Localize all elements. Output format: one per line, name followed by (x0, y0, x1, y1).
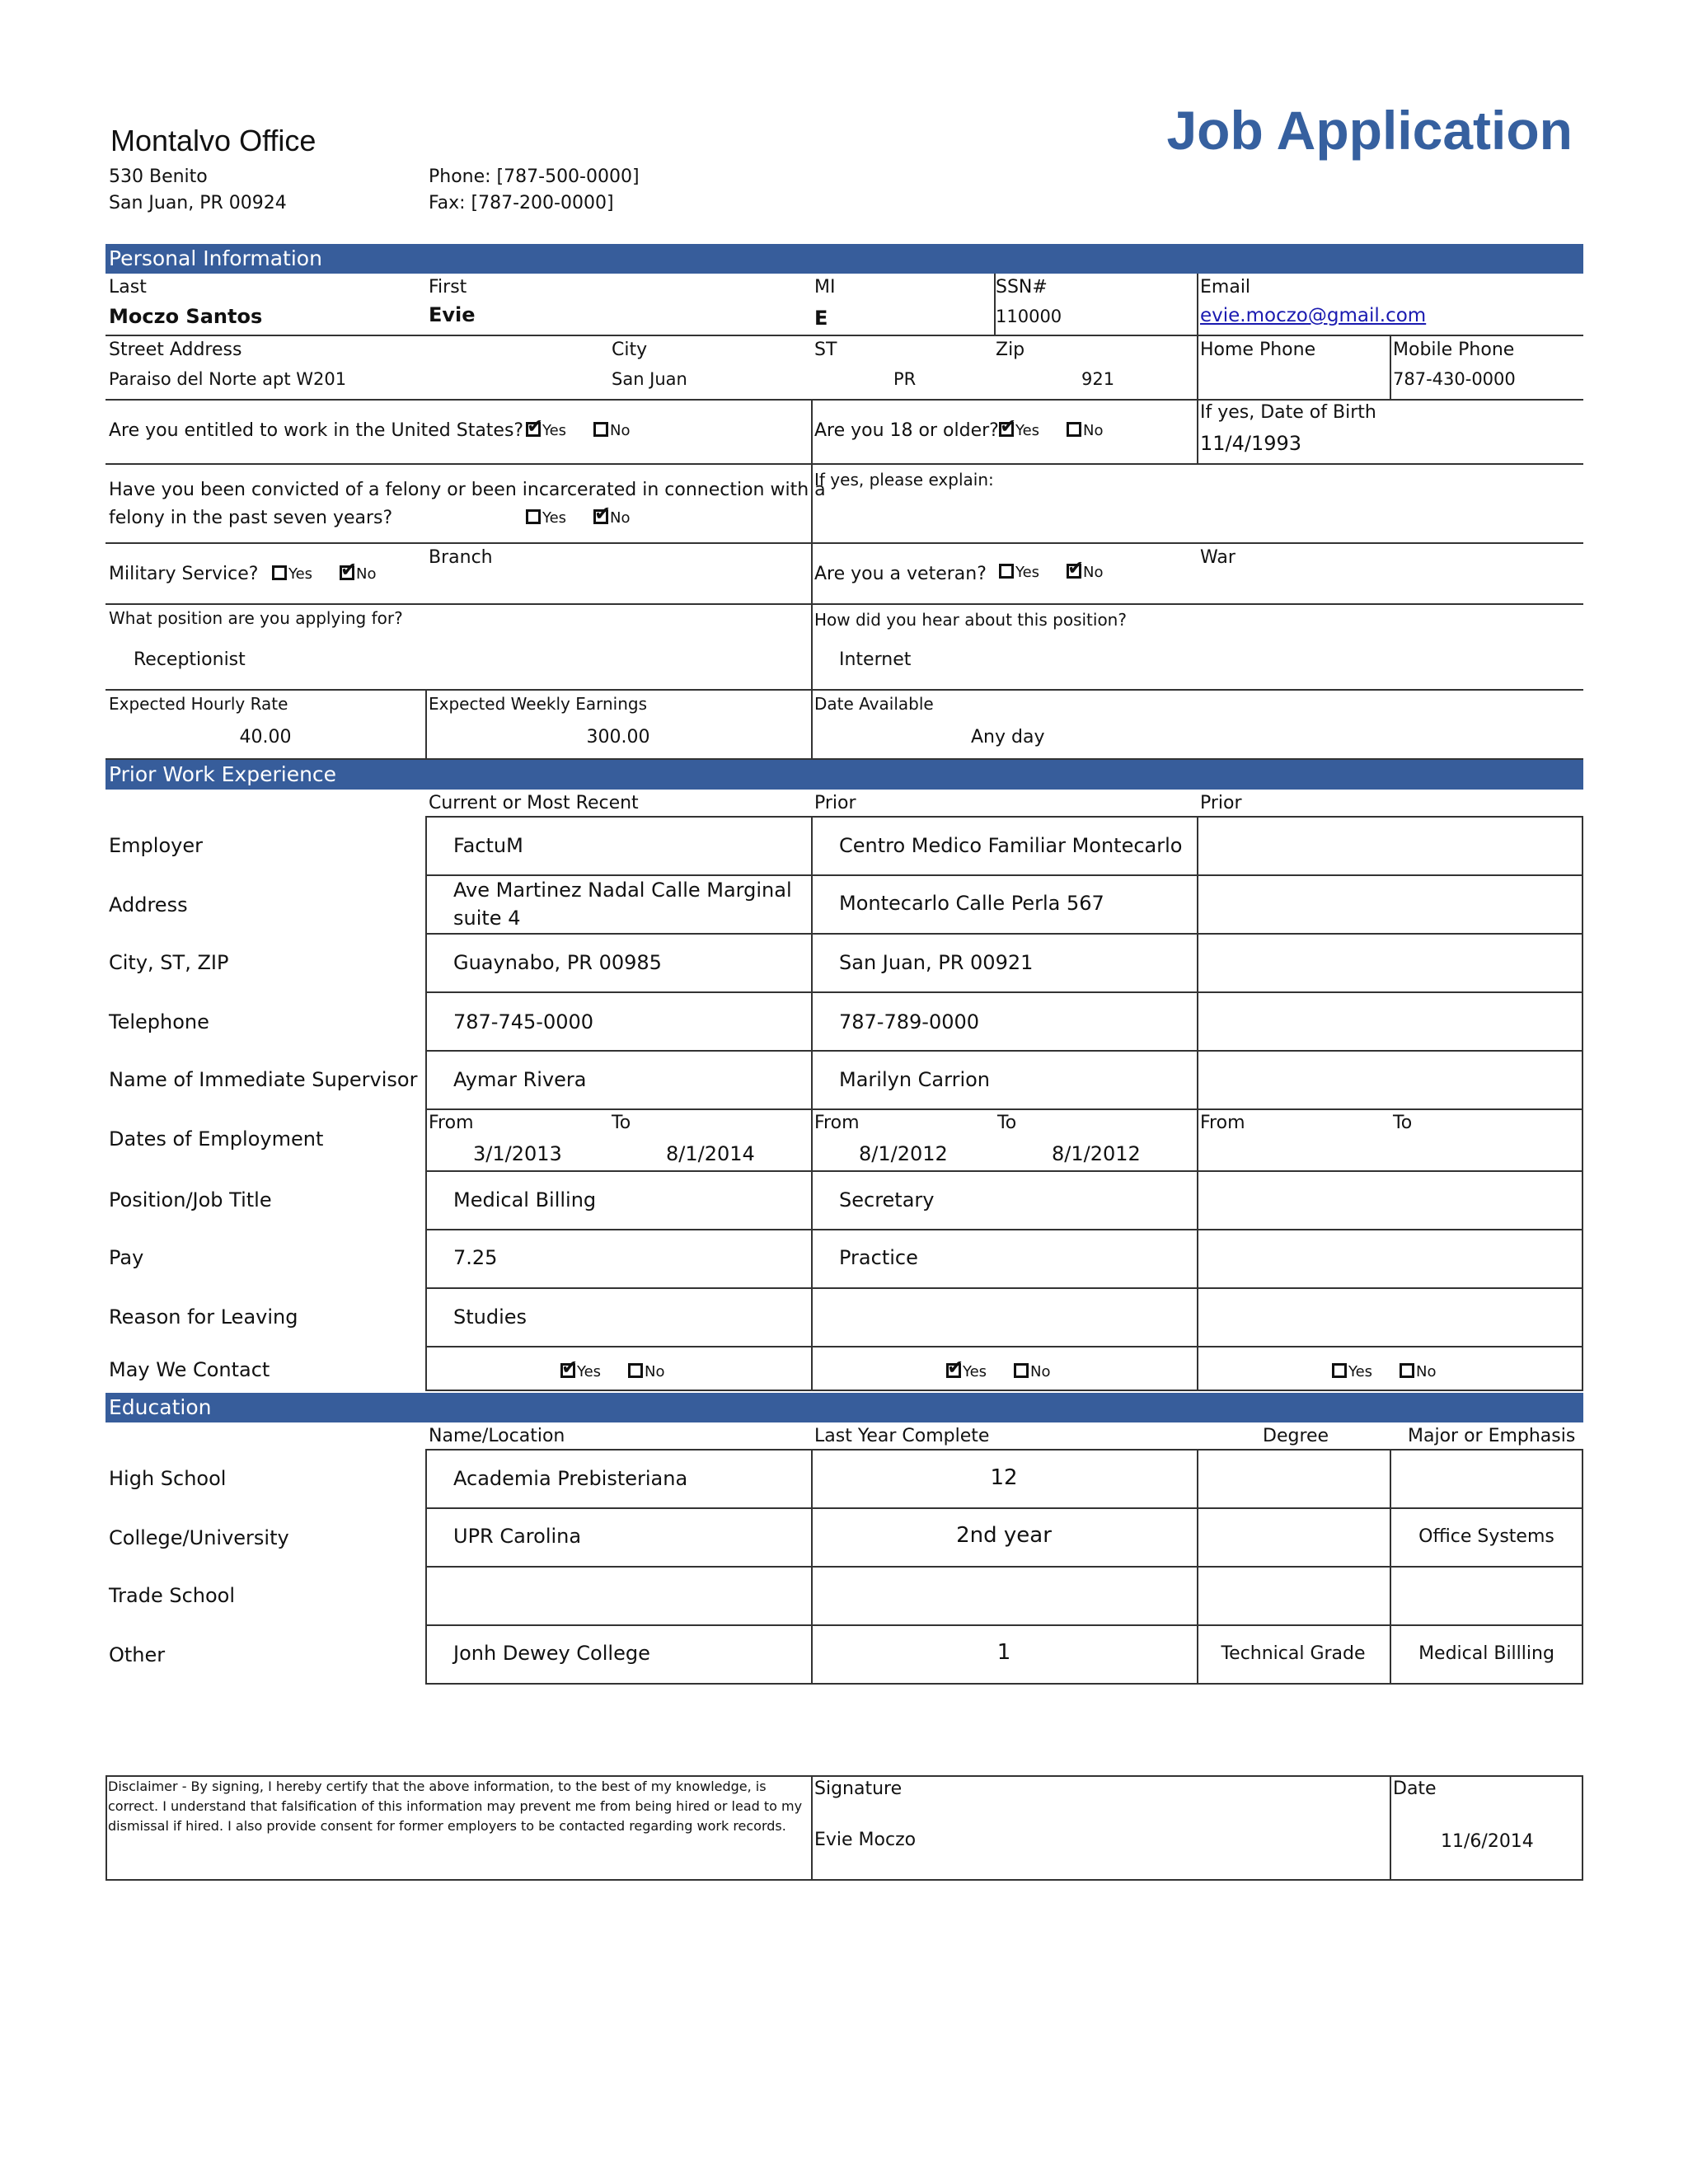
date-value: 11/6/2014 (1441, 1831, 1534, 1852)
felony-question-line2: felony in the past seven years? (109, 508, 393, 528)
job2-to-label: To (997, 1113, 1017, 1133)
edu-row-other: Other (109, 1643, 166, 1666)
first-name-label: First (429, 277, 467, 298)
job1-from: 3/1/2013 (473, 1142, 562, 1165)
section-education: Education (106, 1393, 1583, 1422)
felony-yes-checkbox[interactable] (526, 509, 541, 524)
page-title: Job Application (1166, 100, 1573, 161)
work-row-telephone: Telephone (109, 1010, 209, 1033)
veteran-yes-checkbox[interactable] (999, 564, 1014, 579)
job1-employer: FactuM (453, 834, 523, 857)
edu-col-header-major: Major or Emphasis (1408, 1426, 1576, 1446)
entitled-yes-checkbox[interactable] (526, 415, 544, 438)
over18-no-checkbox[interactable] (1067, 422, 1081, 437)
job1-from-label: From (429, 1113, 474, 1133)
company-fax: Fax: [787-200-0000] (429, 193, 614, 213)
job3-from-label: From (1200, 1113, 1245, 1133)
state-label: ST (814, 340, 837, 360)
job1-address-line2: suite 4 (453, 907, 521, 930)
edu-row-high-school: High School (109, 1467, 227, 1490)
email-link[interactable]: evie.moczo@gmail.com (1200, 305, 1427, 326)
rate-label: Expected Hourly Rate (109, 694, 288, 714)
edu-col-header-degree: Degree (1263, 1426, 1329, 1446)
over-18-question: Are you 18 or older? (814, 420, 999, 441)
hear-value: Internet (839, 649, 912, 670)
work-row-title: Position/Job Title (109, 1188, 272, 1212)
entitled-no-checkbox[interactable] (593, 422, 608, 437)
available-label: Date Available (814, 694, 934, 714)
weekly-label: Expected Weekly Earnings (429, 694, 647, 714)
job3-contact-yes-label: Yes (1348, 1363, 1373, 1380)
edu-high-school-name: Academia Prebisteriana (453, 1467, 688, 1490)
job1-to: 8/1/2014 (666, 1142, 755, 1165)
section-personal-information: Personal Information (106, 244, 1583, 274)
signature-label: Signature (814, 1779, 903, 1799)
ssn-label: SSN# (996, 277, 1048, 298)
over18-no-label: No (1083, 422, 1104, 439)
check-mark-icon: ✔ (947, 1356, 964, 1379)
email-label: Email (1200, 277, 1251, 298)
dob-label: If yes, Date of Birth (1200, 402, 1376, 423)
felony-no-checkbox[interactable] (593, 502, 612, 525)
felony-question-line1: Have you been convicted of a felony or been incarcerated in connection with a (109, 480, 826, 500)
work-row-employer: Employer (109, 834, 203, 857)
job2-address-line1: Montecarlo Calle Perla 567 (839, 892, 1104, 915)
job2-employer: Centro Medico Familiar Montecarlo (839, 834, 1183, 857)
military-yes-checkbox[interactable] (272, 565, 287, 580)
edu-college-name: UPR Carolina (453, 1525, 582, 1548)
company-name: Montalvo Office (110, 124, 316, 157)
job2-supervisor: Marilyn Carrion (839, 1068, 990, 1091)
check-mark-icon: ✔ (527, 415, 544, 438)
branch-label: Branch (429, 547, 493, 568)
military-yes-label: Yes (288, 565, 313, 583)
military-question: Military Service? (109, 564, 259, 584)
entitled-no-label: No (610, 422, 631, 439)
weekly-value: 300.00 (586, 727, 650, 748)
work-col-header-prior-2: Prior (1200, 793, 1242, 813)
veteran-question: Are you a veteran? (814, 564, 987, 584)
job2-contact-no-checkbox[interactable] (1014, 1363, 1029, 1378)
state-value: PR (893, 369, 917, 389)
available-value: Any day (971, 727, 1045, 748)
work-entitled-question: Are you entitled to work in the United States? (109, 420, 524, 441)
edu-col-header-year: Last Year Complete (814, 1426, 990, 1446)
job1-contact-yes-label: Yes (577, 1363, 602, 1380)
felony-no-label: No (610, 509, 631, 527)
edu-other-year: 1 (996, 1640, 1011, 1665)
mobile-phone-label: Mobile Phone (1393, 340, 1515, 360)
street-value: Paraiso del Norte apt W201 (109, 369, 347, 389)
date-label: Date (1393, 1779, 1437, 1799)
company-city: San Juan, PR 00924 (109, 193, 287, 213)
last-name-label: Last (109, 277, 147, 298)
signature-value[interactable]: Evie Moczo (814, 1830, 917, 1850)
check-mark-icon: ✔ (561, 1356, 579, 1379)
job1-contact-no-checkbox[interactable] (628, 1363, 643, 1378)
job1-supervisor: Aymar Rivera (453, 1068, 587, 1091)
veteran-no-checkbox[interactable] (1067, 556, 1085, 579)
check-mark-icon: ✔ (594, 502, 612, 525)
job3-contact-no-label: No (1416, 1363, 1437, 1380)
mi-value: E (814, 307, 828, 330)
company-phone: Phone: [787-500-0000] (429, 166, 640, 187)
dob-value: 11/4/1993 (1200, 432, 1302, 455)
company-street: 530 Benito (109, 166, 208, 187)
hear-label: How did you hear about this position? (814, 610, 1127, 630)
job1-pay: 7.25 (453, 1246, 498, 1269)
work-row-contact: May We Contact (109, 1358, 270, 1381)
job2-contact-yes-checkbox[interactable] (946, 1356, 964, 1379)
ssn-value: 110000 (996, 307, 1062, 326)
veteran-no-label: No (1083, 564, 1104, 581)
job1-to-label: To (612, 1113, 631, 1133)
job1-reason: Studies (453, 1305, 528, 1329)
over18-yes-checkbox[interactable] (999, 415, 1017, 438)
entitled-yes-label: Yes (542, 422, 567, 439)
work-row-reason: Reason for Leaving (109, 1305, 298, 1329)
edu-col-header-name: Name/Location (429, 1426, 565, 1446)
edu-other-name: Jonh Dewey College (453, 1642, 650, 1665)
job2-phone: 787-789-0000 (839, 1010, 980, 1033)
last-name-value: Moczo Santos (109, 305, 263, 328)
zip-value: 921 (1081, 369, 1115, 389)
job2-from: 8/1/2012 (859, 1142, 948, 1165)
section-prior-work-experience: Prior Work Experience (106, 760, 1583, 790)
job2-contact-no-label: No (1030, 1363, 1051, 1380)
job1-contact-no-label: No (645, 1363, 665, 1380)
explain-label: If yes, please explain: (814, 470, 994, 490)
job2-city: San Juan, PR 00921 (839, 951, 1034, 974)
military-no-checkbox[interactable] (340, 558, 358, 581)
job3-to-label: To (1393, 1113, 1413, 1133)
rate-value: 40.00 (239, 727, 292, 748)
job1-city: Guaynabo, PR 00985 (453, 951, 662, 974)
street-label: Street Address (109, 340, 242, 360)
job2-pay: Practice (839, 1246, 918, 1269)
check-mark-icon: ✔ (340, 558, 358, 581)
city-label: City (612, 340, 648, 360)
job3-contact-no-checkbox[interactable] (1400, 1363, 1414, 1378)
veteran-yes-label: Yes (1015, 564, 1040, 581)
edu-other-major: Medical Billling (1418, 1643, 1554, 1664)
job2-from-label: From (814, 1113, 860, 1133)
position-value: Receptionist (134, 649, 246, 670)
job3-contact-yes-checkbox[interactable] (1332, 1363, 1347, 1378)
over18-yes-label: Yes (1015, 422, 1040, 439)
edu-college-major: Office Systems (1418, 1526, 1554, 1547)
city-value: San Juan (612, 369, 687, 389)
mi-label: MI (814, 277, 836, 298)
work-row-supervisor: Name of Immediate Supervisor (109, 1068, 418, 1091)
zip-label: Zip (996, 340, 1025, 360)
work-col-header-prior-1: Prior (814, 793, 856, 813)
war-label: War (1200, 547, 1236, 568)
job2-to: 8/1/2012 (1052, 1142, 1141, 1165)
work-row-address: Address (109, 893, 188, 916)
mobile-phone-value: 787-430-0000 (1393, 369, 1516, 389)
disclaimer-text: Disclaimer - By signing, I hereby certify that the above information, to the best of my knowledge, is correct. I understand that falsification of this information may prevent me from being hired or lead to my dismissal if hired. I also provide consent for former employers to be contacted regarding work records. (108, 1779, 803, 1834)
job1-phone: 787-745-0000 (453, 1010, 594, 1033)
job2-title: Secretary (839, 1188, 935, 1212)
military-no-label: No (356, 565, 377, 583)
job1-contact-yes-checkbox[interactable] (560, 1356, 579, 1379)
job2-contact-yes-label: Yes (963, 1363, 987, 1380)
edu-college-year: 2nd year (956, 1523, 1052, 1548)
felony-yes-label: Yes (542, 509, 567, 527)
edu-row-trade-school: Trade School (109, 1584, 236, 1607)
first-name-value: Evie (429, 303, 476, 326)
home-phone-label: Home Phone (1200, 340, 1316, 360)
work-row-pay: Pay (109, 1246, 144, 1269)
work-row-dates: Dates of Employment (109, 1127, 324, 1151)
edu-row-college: College/University (109, 1526, 289, 1549)
edu-high-school-year: 12 (990, 1465, 1018, 1490)
job1-address-line1: Ave Martinez Nadal Calle Marginal (453, 879, 792, 902)
work-col-header-current: Current or Most Recent (429, 793, 639, 813)
job1-title: Medical Billing (453, 1188, 597, 1212)
check-mark-icon: ✔ (1000, 415, 1017, 438)
check-mark-icon: ✔ (1067, 556, 1085, 579)
work-row-city: City, ST, ZIP (109, 951, 229, 974)
edu-other-degree: Technical Grade (1221, 1643, 1366, 1664)
position-label: What position are you applying for? (109, 608, 403, 628)
